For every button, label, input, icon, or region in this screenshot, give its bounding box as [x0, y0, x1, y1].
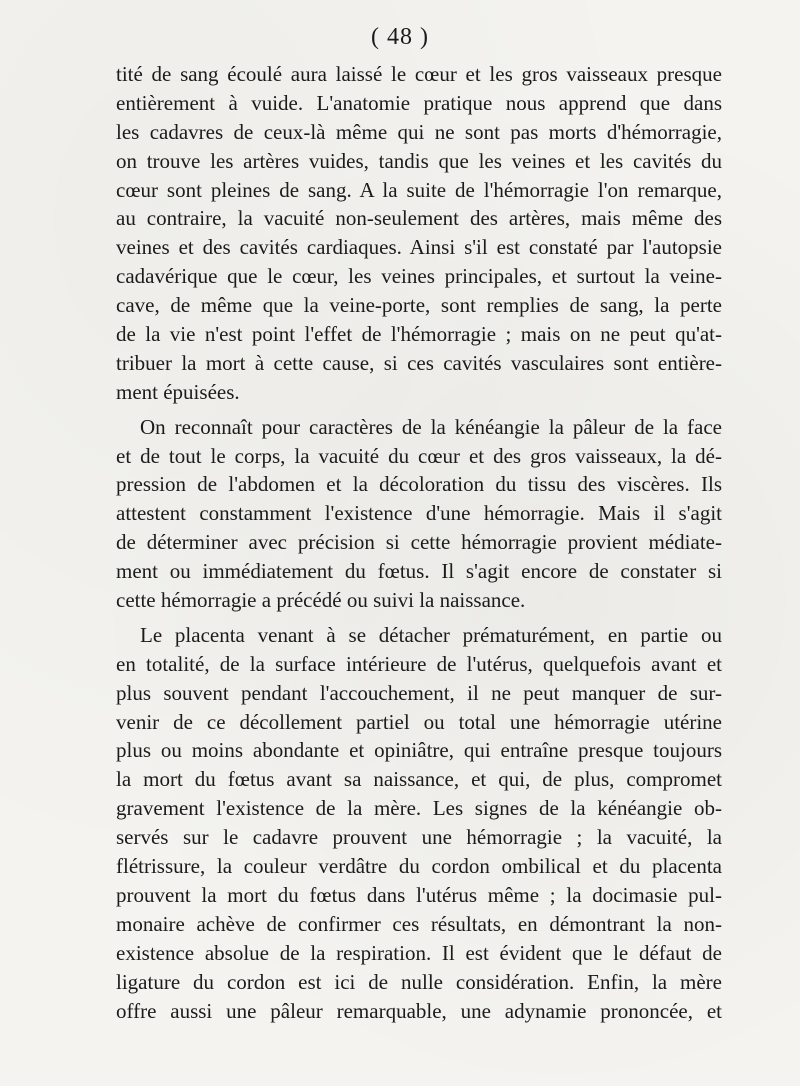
text-line: cœur sont pleines de sang. A la suite de l'hémorragie l'on remarque, — [116, 177, 722, 202]
text-line: flétrissure, la couleur verdâtre du cordon ombilical et du placenta — [116, 854, 722, 879]
paragraph-3 — [116, 621, 722, 1025]
text-line: cette hémorragie a précédé ou suivi la naissance. — [116, 588, 526, 613]
text-line: monaire achève de confirmer ces résultats, en démontrant la non- — [116, 911, 722, 936]
text-line: les cadavres de ceux-là même qui ne sont pas morts d'hémorragie, — [116, 119, 722, 144]
text-line: offre aussi une pâleur remarquable, une adynamie prononcée, et — [116, 998, 722, 1023]
text-line: on trouve les artères vuides, tandis que les veines et les cavités du — [116, 148, 722, 173]
text-line: servés sur le cadavre prouvent une hémorragie ; la vacuité, la — [116, 825, 722, 850]
text-line: Le placenta venant à se détacher prématurément, en partie ou — [140, 622, 722, 647]
text-line: cave, de même que la veine-porte, sont remplies de sang, la perte — [116, 293, 722, 318]
paragraph-2 — [116, 413, 722, 615]
body-text — [116, 60, 722, 1025]
text-line: et de tout le corps, la vacuité du cœur et des gros vaisseaux, la dé- — [116, 443, 722, 468]
text-line: la mort du fœtus avant sa naissance, et qui, de plus, compromet — [116, 767, 722, 792]
text-line: de la vie n'est point l'effet de l'hémorragie ; mais on ne peut qu'at- — [116, 322, 722, 347]
text-line: cadavérique que le cœur, les veines principales, et surtout la veine- — [116, 264, 722, 289]
paragraph-1 — [116, 60, 722, 407]
text-line: en totalité, de la surface intérieure de l'utérus, quelquefois avant et — [116, 651, 722, 676]
text-line: tité de sang écoulé aura laissé le cœur et les gros vaisseaux presque — [116, 62, 722, 86]
text-line: plus ou moins abondante et opiniâtre, qui entraîne presque toujours — [116, 738, 722, 763]
text-line: au contraire, la vacuité non-seulement des artères, mais même des — [116, 206, 722, 231]
text-line: tribuer la mort à cette cause, si ces cavités vasculaires sont entière- — [116, 350, 722, 375]
text-line: prouvent la mort du fœtus dans l'utérus même ; la docimasie pul- — [116, 882, 722, 907]
text-line: de déterminer avec précision si cette hémorragie provient médiate- — [116, 530, 722, 555]
text-line: veines et des cavités cardiaques. Ainsi s'il est constaté par l'autopsie — [116, 235, 722, 260]
text-line: existence absolue de la respiration. Il est évident que le défaut de — [116, 940, 722, 965]
text-line: entièrement à vuide. L'anatomie pratique nous apprend que dans — [116, 90, 722, 115]
text-line: venir de ce décollement partiel ou total une hémorragie utérine — [116, 709, 722, 734]
text-line: attestent constamment l'existence d'une hémorragie. Mais il s'agit — [116, 501, 722, 526]
text-line: On reconnaît pour caractères de la kénéangie la pâleur de la face — [140, 414, 722, 439]
text-line: ligature du cordon est ici de nulle considération. Enfin, la mère — [116, 969, 722, 994]
text-line: plus souvent pendant l'accouchement, il ne peut manquer de sur- — [116, 680, 722, 705]
text-line: ment ou immédiatement du fœtus. Il s'agit encore de constater si — [116, 559, 722, 584]
text-line: gravement l'existence de la mère. Les signes de la kénéangie ob- — [116, 796, 722, 821]
page-number: ( 48 ) — [371, 24, 429, 50]
text-line: ment épuisées. — [116, 379, 240, 404]
text-line: pression de l'abdomen et la décoloration du tissu des viscères. Ils — [116, 472, 722, 497]
